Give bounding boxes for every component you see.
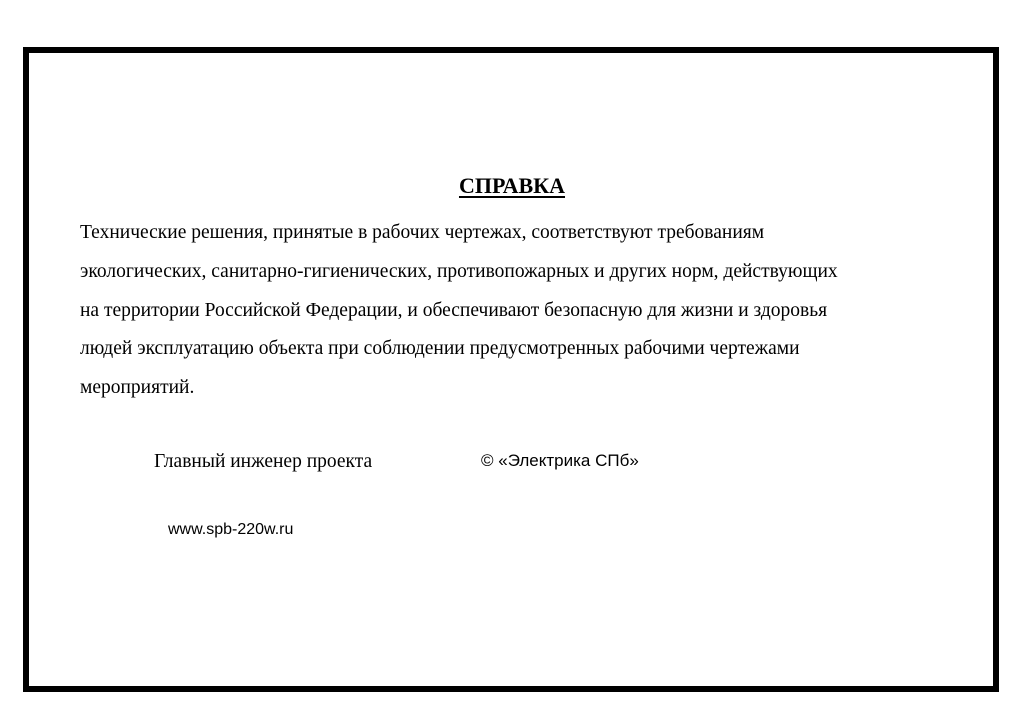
document-body bbox=[80, 214, 970, 408]
body-line: Технические решения, принятые в рабочих чертежах, соответствуют требованиям bbox=[80, 222, 765, 243]
website-watermark: www.spb-220w.ru bbox=[168, 521, 294, 538]
body-line: мероприятий. bbox=[80, 377, 195, 399]
body-line: на территории Российской Федерации, и обеспечивают безопасную для жизни и здоровья bbox=[80, 299, 828, 321]
body-line: экологических, санитарно-гигиенических, противопожарных и других норм, действующих bbox=[80, 260, 838, 282]
signature-label: Главный инженер проекта bbox=[154, 451, 373, 472]
copyright-watermark: © «Электрика СПб» bbox=[481, 451, 639, 470]
document-title: СПРАВКА bbox=[458, 173, 566, 198]
body-line: людей эксплуатацию объекта при соблюдении предусмотренных рабочими чертежами bbox=[80, 338, 800, 360]
